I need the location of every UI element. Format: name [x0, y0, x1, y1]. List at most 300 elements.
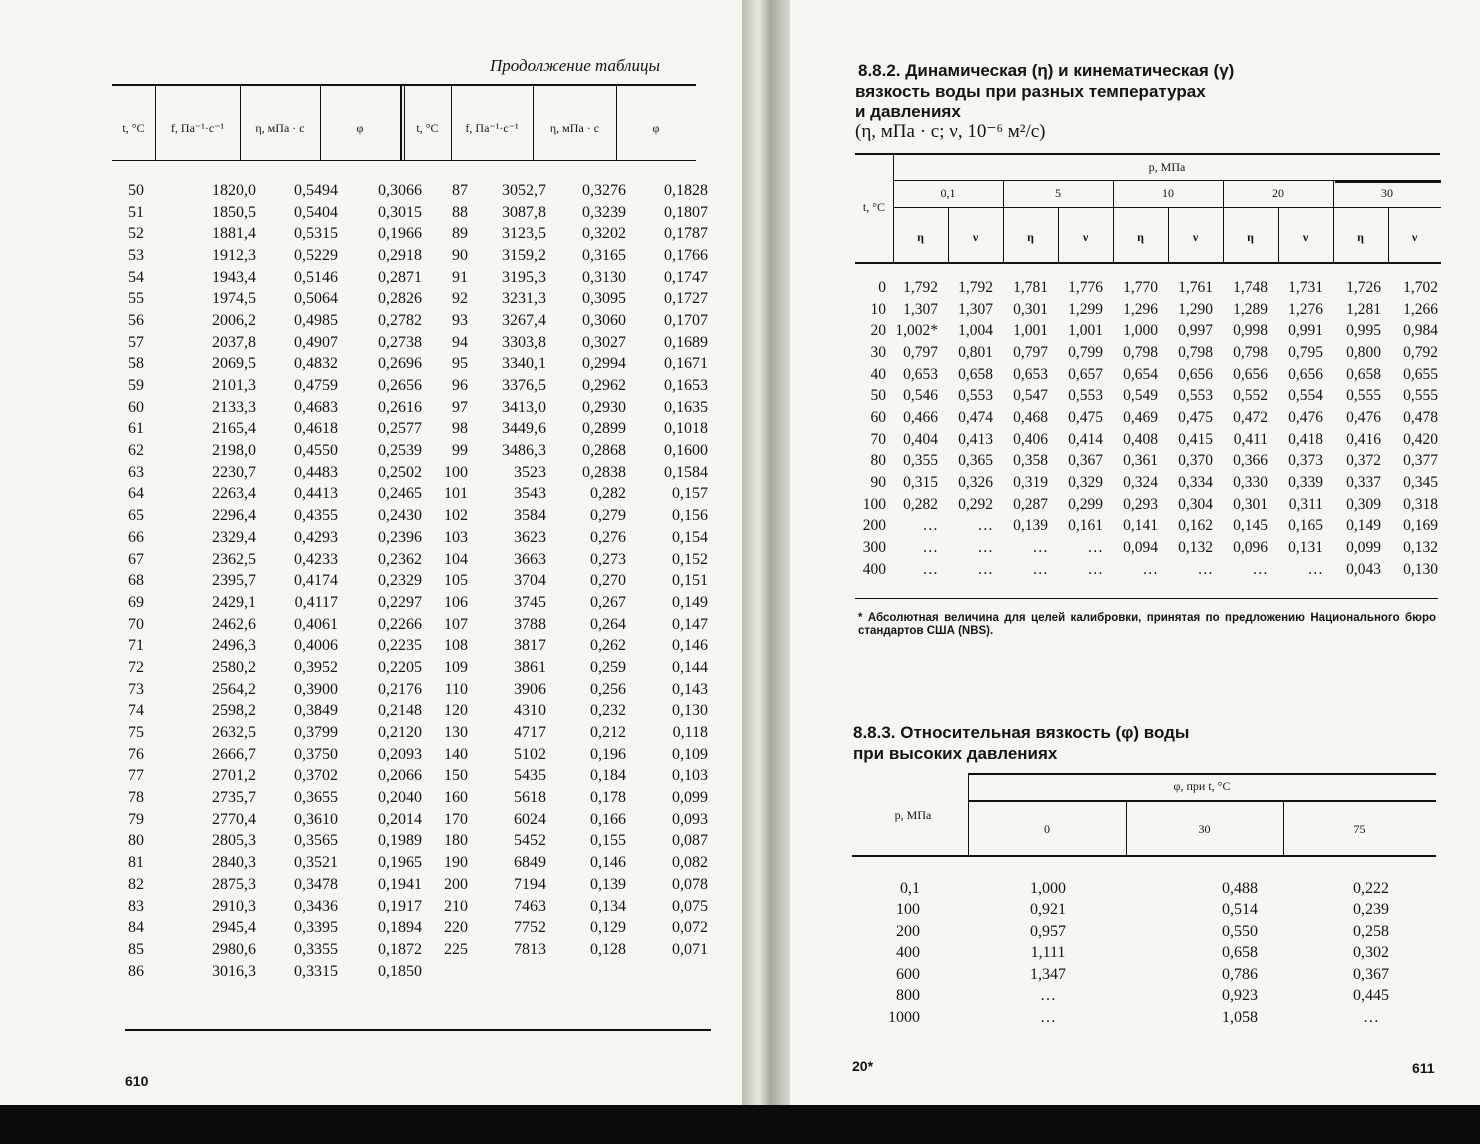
table-cell: 0,799: [1068, 343, 1103, 361]
table-row: [858, 516, 1438, 538]
table-cell: 1,776: [1068, 278, 1103, 296]
table-cell: 0,093: [672, 810, 708, 828]
header-bottom-rule: [852, 855, 1436, 857]
table-cell: 0,147: [672, 615, 708, 633]
table-cell: 1,001: [1068, 322, 1103, 340]
table-cell: 0,3750: [294, 745, 338, 763]
table-cell: 0,552: [1233, 387, 1268, 405]
table-cell: 0,798: [1178, 343, 1213, 361]
table-cell: 0,2040: [378, 789, 422, 807]
table-header-rule: [112, 160, 696, 161]
table-row: [858, 342, 1438, 364]
header-pressure-value: 10: [1162, 186, 1174, 200]
table-cell: 0,1850: [378, 962, 422, 980]
table-cell: 2263,4: [212, 485, 256, 503]
table-cell: 92: [452, 290, 468, 308]
table-cell: 30: [870, 343, 886, 361]
table-cell: 600: [896, 965, 920, 983]
header-rule: [968, 800, 1436, 802]
header-eta: η: [1137, 230, 1144, 244]
header-eta: η: [1247, 230, 1254, 244]
table-cell: 0,301: [1233, 495, 1268, 513]
table-cell: 2805,3: [212, 832, 256, 850]
table-cell: 74: [128, 702, 144, 720]
table-cell: 0,798: [1233, 343, 1268, 361]
table-cell: 86: [128, 962, 144, 980]
table-row: [858, 494, 1438, 516]
table-cell: 88: [452, 203, 468, 221]
table-cell: 0,786: [1222, 965, 1258, 983]
table-cell: 0,2430: [378, 507, 422, 525]
table-cell: 0,418: [1288, 430, 1323, 448]
table-cell: 0,267: [590, 593, 626, 611]
table-cell: 0,801: [958, 343, 993, 361]
table-cell: 0,326: [958, 474, 993, 492]
table-cell: 68: [128, 572, 144, 590]
table-cell: 3817: [514, 637, 546, 655]
table-cell: 7752: [514, 919, 546, 937]
table-cell: 1,276: [1288, 300, 1323, 318]
table-cell: 3788: [514, 615, 546, 633]
table-cell: 0,797: [1013, 343, 1048, 361]
table-cell: …: [1252, 560, 1268, 578]
table-cell: 0,339: [1288, 474, 1323, 492]
table-cell: 1,792: [958, 278, 993, 296]
table-cell: 2875,3: [212, 875, 256, 893]
table-cell: 0,329: [1068, 474, 1103, 492]
table-cell: 0,2362: [378, 550, 422, 568]
table-cell: 1,296: [1123, 300, 1158, 318]
table-cell: 0,099: [672, 789, 708, 807]
table-cell: 0,923: [1222, 987, 1258, 1005]
table-row: [112, 592, 708, 614]
table-cell: 0,366: [1233, 452, 1268, 470]
table-cell: …: [1087, 560, 1103, 578]
relative-viscosity-table: [858, 878, 1438, 1029]
table-cell: 0,408: [1123, 430, 1158, 448]
table-cell: 225: [444, 940, 468, 958]
table-cell: 0,099: [1346, 539, 1381, 557]
table-row: [112, 419, 708, 441]
table-row: [858, 277, 1438, 299]
table-cell: 0,549: [1123, 387, 1158, 405]
table-cell: …: [1142, 560, 1158, 578]
table-cell: 5102: [514, 745, 546, 763]
table-cell: 0,3060: [582, 311, 626, 329]
table-cell: 0,324: [1123, 474, 1158, 492]
table-cell: 0,128: [590, 940, 626, 958]
table-cell: 50: [128, 181, 144, 199]
table-cell: 0,3565: [294, 832, 338, 850]
table-cell: 0,468: [1013, 408, 1048, 426]
table-cell: …: [922, 517, 938, 535]
table-row: [112, 657, 708, 679]
header-divider: [400, 86, 402, 160]
table-row: [112, 484, 708, 506]
table-cell: 0,157: [672, 485, 708, 503]
table-cell: …: [1032, 539, 1048, 557]
table-cell: 200: [444, 875, 468, 893]
footnote: * Абсолютная величина для целей калибровки, принятая по предложению Национального бюро стандартов США (NBS).: [858, 612, 1436, 637]
table-cell: 1,726: [1346, 278, 1381, 296]
table-cell: 0,469: [1123, 408, 1158, 426]
table-cell: 2165,4: [212, 420, 256, 438]
table-cell: 0,1872: [378, 940, 422, 958]
table-cell: 0,071: [672, 940, 708, 958]
table-cell: 0,162: [1178, 517, 1213, 535]
table-row: [112, 635, 708, 657]
table-cell: 0,466: [903, 408, 938, 426]
table-cell: 300: [862, 539, 886, 557]
table-cell: …: [1307, 560, 1323, 578]
header-pressure-value: 30: [1381, 186, 1393, 200]
table-cell: 0,264: [590, 615, 626, 633]
table-cell: 0,3702: [294, 767, 338, 785]
table-cell: 73: [128, 680, 144, 698]
table-cell: 1,281: [1346, 300, 1381, 318]
table-cell: 0,957: [1030, 922, 1066, 940]
table-cell: 0,293: [1123, 495, 1158, 513]
table-cell: 0,1: [900, 879, 920, 897]
table-cell: 80: [128, 832, 144, 850]
section-units: (η, мПа · с; ν, 10⁻⁶ м²/с): [855, 121, 1046, 142]
table-cell: 0,2148: [378, 702, 422, 720]
table-cell: 0,3315: [294, 962, 338, 980]
table-cell: 83: [128, 897, 144, 915]
table-cell: 1943,4: [212, 268, 256, 286]
table-cell: 1,792: [903, 278, 938, 296]
table-cell: 0,2093: [378, 745, 422, 763]
header-eta: η: [1027, 230, 1034, 244]
table-cell: 0,2838: [582, 463, 626, 481]
table-cell: 1,004: [958, 322, 993, 340]
table-cell: 67: [128, 550, 144, 568]
table-cell: 1,299: [1068, 300, 1103, 318]
table-cell: 65: [128, 507, 144, 525]
table-cell: 0,921: [1030, 901, 1066, 919]
header-temp: 0: [1044, 822, 1050, 836]
table-cell: 0,043: [1346, 560, 1381, 578]
table-cell: 0,154: [672, 528, 708, 546]
table-cell: 60: [128, 398, 144, 416]
table-cell: 0,1747: [664, 268, 708, 286]
table-cell: 0,4413: [294, 485, 338, 503]
table-cell: 0,377: [1403, 452, 1438, 470]
table-row: [112, 505, 708, 527]
table-cell: 3623: [514, 528, 546, 546]
table-row: [858, 407, 1438, 429]
table-cell: 2598,2: [212, 702, 256, 720]
table-bottom-rule: [125, 1029, 711, 1031]
table-cell: 0,132: [1178, 539, 1213, 557]
table-cell: 100: [896, 901, 920, 919]
table-row: [112, 397, 708, 419]
table-cell: 3523: [514, 463, 546, 481]
header-temp: 75: [1353, 822, 1366, 836]
table-cell: 0,161: [1068, 517, 1103, 535]
table-cell: 3231,3: [502, 290, 546, 308]
table-row: [858, 921, 1438, 943]
header-pressure: p, МПа: [894, 808, 932, 822]
table-cell: 2496,3: [212, 637, 256, 655]
table-cell: 0,2465: [378, 485, 422, 503]
table-cell: 0,4233: [294, 550, 338, 568]
table-cell: 0,4006: [294, 637, 338, 655]
table-cell: 0,2868: [582, 442, 626, 460]
table-cell: 0,2696: [378, 355, 422, 373]
table-cell: 3906: [514, 680, 546, 698]
table-cell: 0,165: [1288, 517, 1323, 535]
header-t-2: t, °C: [416, 121, 439, 135]
table-cell: 0,4061: [294, 615, 338, 633]
table-cell: 400: [896, 944, 920, 962]
table-cell: 0,553: [958, 387, 993, 405]
table-cell: 0,2014: [378, 810, 422, 828]
table-cell: 0,656: [1233, 365, 1268, 383]
table-cell: 0,141: [1123, 517, 1158, 535]
table-cell: 0,1894: [378, 919, 422, 937]
table-cell: 63: [128, 463, 144, 481]
table-row: [112, 831, 708, 853]
table-cell: 0,334: [1178, 474, 1213, 492]
table-row: [112, 332, 708, 354]
header-phi-2: φ: [652, 121, 660, 135]
header-phi: φ, при t, °C: [1173, 779, 1231, 793]
table-cell: 58: [128, 355, 144, 373]
table-cell: 0,555: [1346, 387, 1381, 405]
table-row: [858, 986, 1438, 1008]
table-cell: 1,002*: [895, 322, 938, 340]
table-row: [858, 320, 1438, 342]
table-cell: [468, 961, 546, 983]
header-nu: ν: [1411, 230, 1418, 244]
table-row: [112, 223, 708, 245]
table-cell: 1,748: [1233, 278, 1268, 296]
table-cell: 0,995: [1346, 322, 1381, 340]
table-cell: 400: [862, 560, 886, 578]
viscosity-continuation-table: [112, 180, 708, 982]
table-row: [112, 549, 708, 571]
table-cell: 3303,8: [502, 333, 546, 351]
table-cell: 0,445: [1353, 987, 1389, 1005]
table-cell: 2666,7: [212, 745, 256, 763]
table-cell: 0,655: [1403, 365, 1438, 383]
table-cell: 1,290: [1178, 300, 1213, 318]
table-cell: 150: [444, 767, 468, 785]
table-cell: 3267,4: [502, 311, 546, 329]
table-cell: 105: [444, 572, 468, 590]
table-continuation-caption: Продолжение таблицы: [490, 56, 661, 75]
table-cell: 0,4355: [294, 507, 338, 525]
table-cell: 0,367: [1353, 965, 1389, 983]
table-cell: 0,2616: [378, 398, 422, 416]
table-cell: 81: [128, 854, 144, 872]
table-cell: 0,178: [590, 789, 626, 807]
table-cell: 0,118: [672, 724, 708, 742]
table-cell: 102: [444, 507, 468, 525]
table-cell: 0,103: [672, 767, 708, 785]
table-cell: 0,4293: [294, 528, 338, 546]
table-cell: 106: [444, 593, 468, 611]
table-cell: 1,307: [958, 300, 993, 318]
table-row: [858, 964, 1438, 986]
table-cell: 0,476: [1346, 408, 1381, 426]
table-cell: 91: [452, 268, 468, 286]
table-cell: 69: [128, 593, 144, 611]
table-cell: 0,406: [1013, 430, 1048, 448]
table-cell: 200: [862, 517, 886, 535]
table-cell: 0,196: [590, 745, 626, 763]
table-cell: 0,096: [1233, 539, 1268, 557]
table-cell: 0,653: [1013, 365, 1048, 383]
table-row: [112, 809, 708, 831]
table-cell: 52: [128, 225, 144, 243]
table-cell: 0,991: [1288, 322, 1323, 340]
table-cell: 0,3478: [294, 875, 338, 893]
table-row: [858, 559, 1438, 581]
table-cell: 0,998: [1233, 322, 1268, 340]
header-f-2: f, Па⁻¹·с⁻¹: [465, 121, 519, 135]
table-cell: 0,184: [590, 767, 626, 785]
table-cell: 0,2329: [378, 572, 422, 590]
table-cell: 70: [870, 430, 886, 448]
table-cell: 70: [128, 615, 144, 633]
table-cell: 1,000: [1123, 322, 1158, 340]
table-cell: 0,301: [1013, 300, 1048, 318]
table-cell: 0,3610: [294, 810, 338, 828]
table-cell: 103: [444, 528, 468, 546]
table-cell: 0,653: [903, 365, 938, 383]
table-cell: …: [922, 539, 938, 557]
table-cell: …: [1197, 560, 1213, 578]
header-rule: [893, 207, 1441, 208]
table-cell: 0,4483: [294, 463, 338, 481]
table-cell: 3486,3: [502, 442, 546, 460]
table-cell: 0,554: [1288, 387, 1323, 405]
table-cell: 800: [896, 987, 920, 1005]
table-cell: 1,781: [1013, 278, 1048, 296]
table-cell: 0,5229: [294, 246, 338, 264]
table-cell: 3704: [514, 572, 546, 590]
table-cell: 0,1941: [378, 875, 422, 893]
table-cell: 0,309: [1346, 495, 1381, 513]
page-number-left: 610: [125, 1073, 149, 1089]
table-cell: 0,2994: [582, 355, 626, 373]
table-cell: 6849: [514, 854, 546, 872]
table-cell: 0,5404: [294, 203, 338, 221]
table-cell: 0,212: [590, 724, 626, 742]
table-cell: 7463: [514, 897, 546, 915]
table-cell: 0,657: [1068, 365, 1103, 383]
table-cell: 0,413: [958, 430, 993, 448]
header-bottom-rule: [855, 262, 1441, 264]
table-cell: 0,792: [1403, 343, 1438, 361]
table-cell: 0,2871: [378, 268, 422, 286]
table-cell: 0,109: [672, 745, 708, 763]
table-cell: 77: [128, 767, 144, 785]
table-cell: 1,289: [1233, 300, 1268, 318]
table-row: [112, 267, 708, 289]
table-cell: 1820,0: [212, 181, 256, 199]
table-row: [858, 943, 1438, 965]
table-cell: 0,166: [590, 810, 626, 828]
table-cell: 2006,2: [212, 311, 256, 329]
table-cell: 0,4550: [294, 442, 338, 460]
table-cell: 190: [444, 854, 468, 872]
table-cell: 0,1727: [664, 290, 708, 308]
table-cell: 4310: [514, 702, 546, 720]
table-row: [112, 440, 708, 462]
table-cell: 0,514: [1222, 901, 1258, 919]
table-cell: 53: [128, 246, 144, 264]
table-cell: 0,144: [672, 658, 708, 676]
table-cell: 0,472: [1233, 408, 1268, 426]
table-cell: 0,1766: [664, 246, 708, 264]
table-cell: 0,365: [958, 452, 993, 470]
table-cell: 0,134: [590, 897, 626, 915]
header-phi: φ: [356, 121, 364, 135]
table-cell: 0,656: [1288, 365, 1323, 383]
table-cell: 0,420: [1403, 430, 1438, 448]
table-cell: 2395,7: [212, 572, 256, 590]
table-cell: 3159,2: [502, 246, 546, 264]
table-cell: 0,145: [1233, 517, 1268, 535]
table-cell: 0,5315: [294, 225, 338, 243]
table-cell: 0,2930: [582, 398, 626, 416]
table-cell: 0,2826: [378, 290, 422, 308]
table-cell: 0,131: [1288, 539, 1323, 557]
table-cell: 0,319: [1013, 474, 1048, 492]
table-cell: 2069,5: [212, 355, 256, 373]
table-cell: 210: [444, 897, 468, 915]
table-cell: 0,367: [1068, 452, 1103, 470]
table-cell: 0,2539: [378, 442, 422, 460]
header-nu: ν: [1192, 230, 1199, 244]
table-cell: 2564,2: [212, 680, 256, 698]
table-cell: 0,149: [1346, 517, 1381, 535]
book-gutter: [742, 0, 790, 1105]
table-cell: 0,2120: [378, 724, 422, 742]
header-eta: η: [917, 230, 924, 244]
table-cell: 0,152: [672, 550, 708, 568]
table-row: [112, 722, 708, 744]
table-cell: 0,292: [958, 495, 993, 513]
table-cell: 0,658: [1346, 365, 1381, 383]
table-cell: 0,132: [1403, 539, 1438, 557]
table-row: [112, 961, 708, 983]
table-cell: 50: [870, 387, 886, 405]
table-cell: 0,330: [1233, 474, 1268, 492]
signature-mark: 20*: [852, 1058, 874, 1074]
table-cell: 0,1671: [664, 355, 708, 373]
table-cell: 1,347: [1030, 965, 1066, 983]
table-cell: 0,370: [1178, 452, 1213, 470]
table-cell: 0,302: [1353, 944, 1389, 962]
table-cell: 99: [452, 442, 468, 460]
table-row: [858, 900, 1438, 922]
header-rule: [1335, 180, 1441, 183]
table-cell: 90: [870, 474, 886, 492]
table-cell: 0,3130: [582, 268, 626, 286]
table-cell: 0,2656: [378, 377, 422, 395]
table-cell: 2230,7: [212, 463, 256, 481]
table-cell: [626, 961, 708, 983]
table-cell: 0,4683: [294, 398, 338, 416]
table-cell: 0,2235: [378, 637, 422, 655]
table-cell: 2770,4: [212, 810, 256, 828]
table-cell: 0,474: [958, 408, 993, 426]
table-row: [112, 896, 708, 918]
